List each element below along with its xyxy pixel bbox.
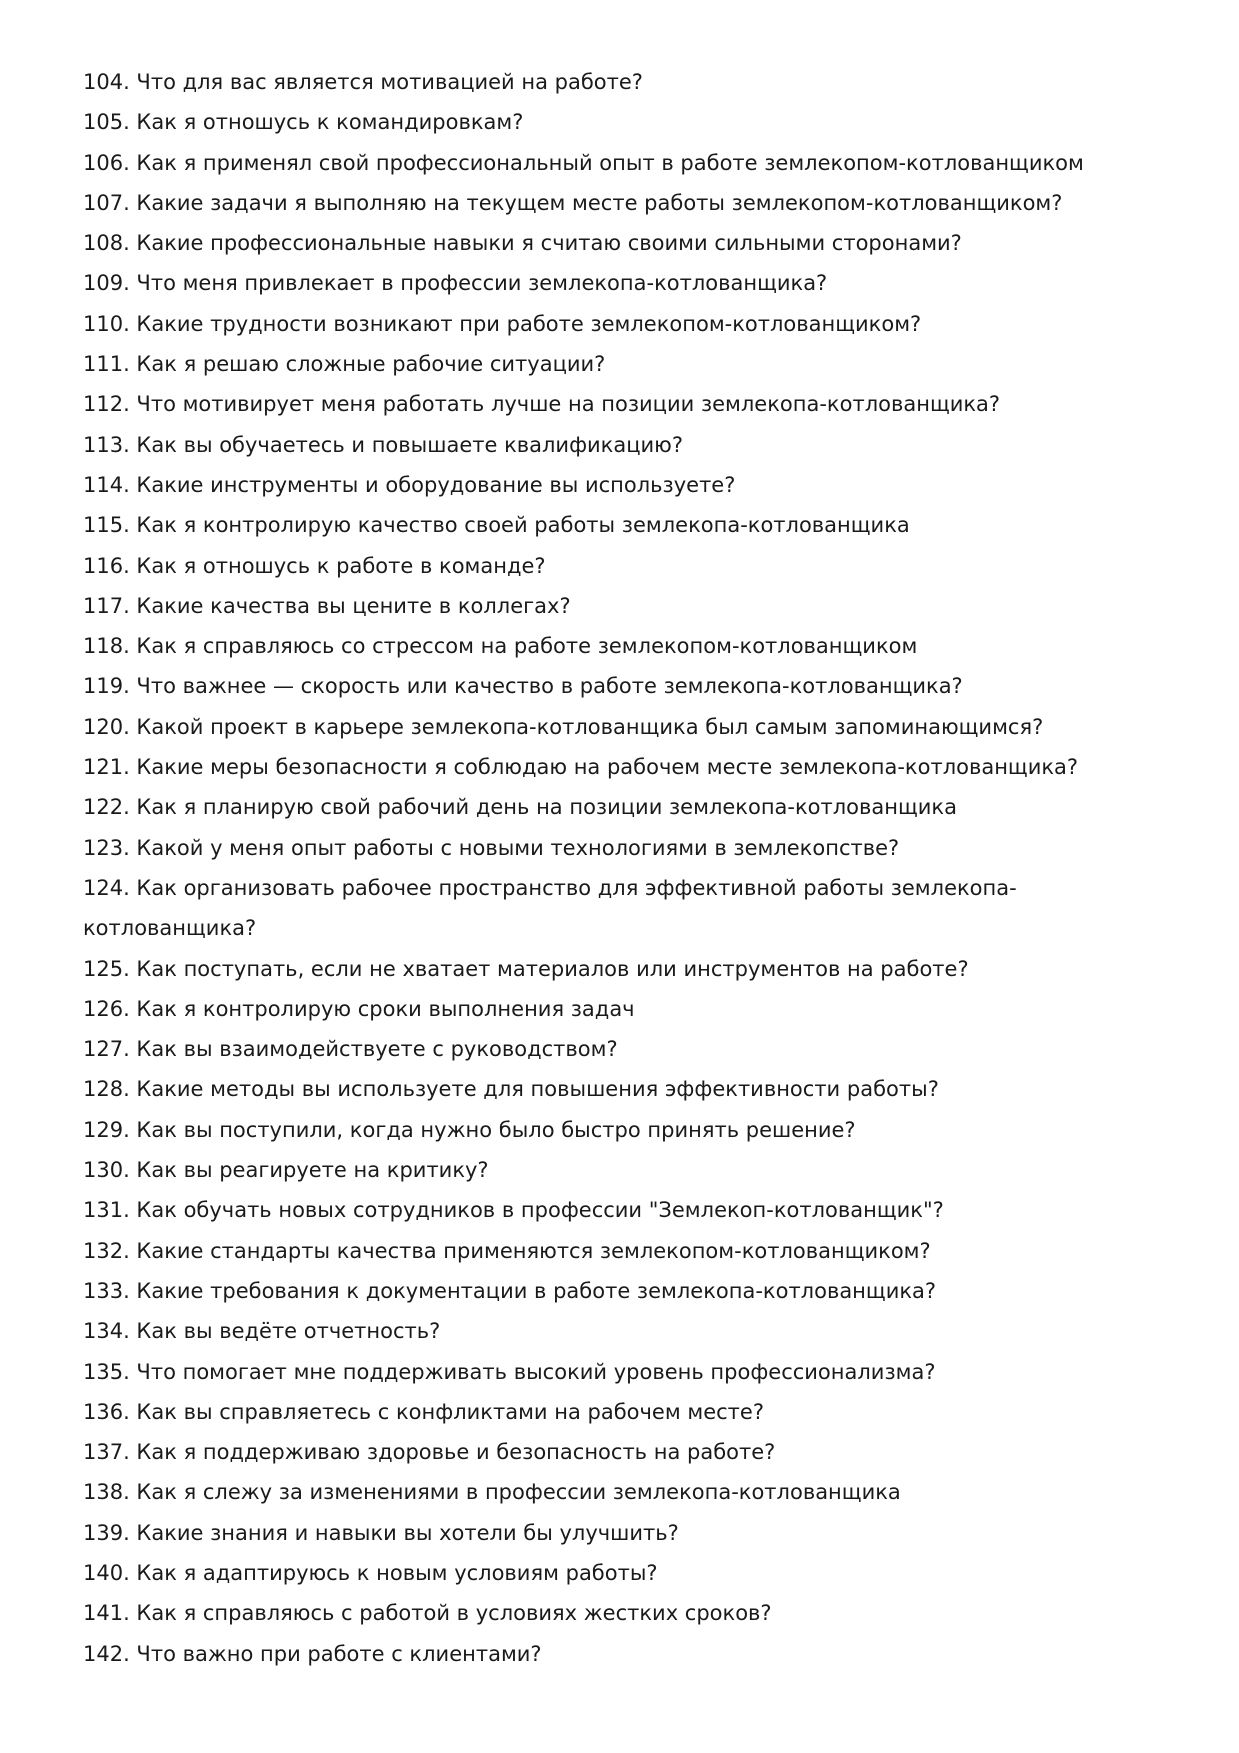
list-item: 129. Как вы поступили, когда нужно было быстро принять решение? <box>83 1117 856 1142</box>
question-list <box>83 62 1163 1674</box>
list-item: 106. Как я применял свой профессиональный опыт в работе землекопом-котлованщиком <box>83 150 1084 175</box>
list-item: 118. Как я справляюсь со стрессом на работе землекопом-котлованщиком <box>83 634 918 659</box>
list-item: 128. Какие методы вы используете для повышения эффективности работы? <box>83 1077 939 1102</box>
list-item: 127. Как вы взаимодействуете с руководством? <box>83 1037 618 1062</box>
list-item: 131. Как обучать новых сотрудников в профессии "Землекоп-котлованщик"? <box>83 1198 944 1223</box>
list-item: 104. Что для вас является мотивацией на работе? <box>83 70 643 94</box>
list-item: 109. Что меня привлекает в профессии землекопа-котлованщика? <box>83 271 828 296</box>
list-item: 113. Как вы обучаетесь и повышаете квалификацию? <box>83 432 683 457</box>
list-item: 133. Какие требования к документации в работе землекопа-котлованщика? <box>83 1278 937 1303</box>
list-item: 132. Какие стандарты качества применяются землекопом-котлованщиком? <box>83 1238 931 1263</box>
list-item: 107. Какие задачи я выполняю на текущем месте работы землекопом-котлованщиком? <box>83 190 1063 215</box>
list-item: 119. Что важнее — скорость или качество в работе землекопа-котлованщика? <box>83 674 963 699</box>
list-item: 114. Какие инструменты и оборудование вы используете? <box>83 472 736 497</box>
list-item: 105. Как я отношусь к командировкам? <box>83 110 524 135</box>
list-item: 134. Как вы ведёте отчетность? <box>83 1319 441 1344</box>
list-item: 115. Как я контролирую качество своей работы землекопа-котлованщика <box>83 513 910 538</box>
list-item: 142. Что важно при работе с клиентами? <box>83 1641 542 1666</box>
list-item: 137. Как я поддерживаю здоровье и безопасность на работе? <box>83 1440 776 1465</box>
list-item: 120. Какой проект в карьере землекопа-котлованщика был самым запоминающимся? <box>83 714 1044 739</box>
list-item: 123. Какой у меня опыт работы с новыми технологиями в землекопстве? <box>83 835 900 860</box>
list-item: 125. Как поступать, если не хватает материалов или инструментов на работе? <box>83 956 969 981</box>
list-item: 124. Как организовать рабочее пространство для эффективной работы землекопа-котлованщика? <box>83 875 1017 941</box>
list-item: 122. Как я планирую свой рабочий день на позиции землекопа-котлованщика <box>83 795 957 820</box>
list-item: 135. Что помогает мне поддерживать высокий уровень профессионализма? <box>83 1359 936 1384</box>
list-item: 111. Как я решаю сложные рабочие ситуации? <box>83 352 606 377</box>
list-item: 116. Как я отношусь к работе в команде? <box>83 553 546 578</box>
list-item: 140. Как я адаптируюсь к новым условиям работы? <box>83 1560 658 1585</box>
list-item: 138. Как я слежу за изменениями в профессии землекопа-котлованщика <box>83 1480 901 1505</box>
list-item: 141. Как я справляюсь с работой в условиях жестких сроков? <box>83 1601 772 1626</box>
list-item: 126. Как я контролирую сроки выполнения задач <box>83 996 635 1021</box>
list-item: 110. Какие трудности возникают при работе землекопом-котлованщиком? <box>83 311 922 336</box>
list-item: 108. Какие профессиональные навыки я считаю своими сильными сторонами? <box>83 231 962 256</box>
list-item: 136. Как вы справляетесь с конфликтами на рабочем месте? <box>83 1399 764 1424</box>
list-item: 121. Какие меры безопасности я соблюдаю на рабочем месте землекопа-котлованщика? <box>83 755 1079 780</box>
list-item: 139. Какие знания и навыки вы хотели бы улучшить? <box>83 1520 679 1545</box>
list-item: 112. Что мотивирует меня работать лучше на позиции землекопа-котлованщика? <box>83 392 1001 417</box>
list-item: 130. Как вы реагируете на критику? <box>83 1158 489 1183</box>
list-item: 117. Какие качества вы цените в коллегах? <box>83 593 571 618</box>
